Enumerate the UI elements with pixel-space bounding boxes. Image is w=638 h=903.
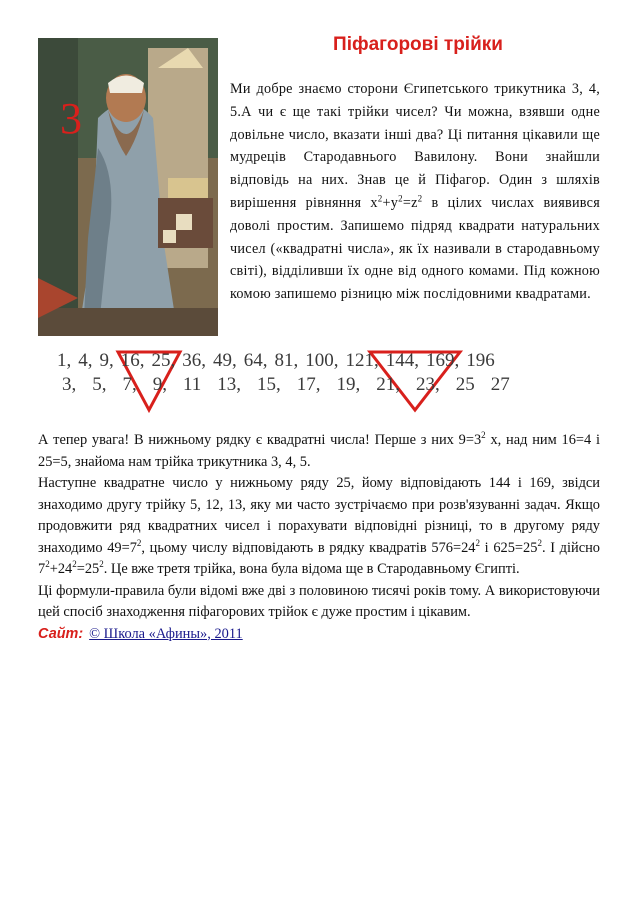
- differences-row: [62, 374, 526, 396]
- square-number: 9,: [99, 350, 114, 371]
- difference-number: 7,: [122, 374, 137, 395]
- paragraph-2: Наступне квадратне число у нижньому ряду 25, йому відповідають 144 і 169, звідси знаходимо другу трійку 5, 12, 13, яку ми часто зустрічаємо при розв'язуванні задач. Якщо продовжити ряд квадратних чисел і порахувати відповідні різниці, то в другому ряду знаходимо $49=7^2$, цьому числу відповідають в рядку квадратів $576=24^2$ і $625=25^2$. І дійсно $7^2+24^2=25^2$. Це вже третя трійка, вона була відома ще в Стародавньому Єгипті.: [38, 475, 600, 577]
- difference-number: 27: [490, 374, 510, 395]
- difference-number: 9,: [152, 374, 167, 395]
- difference-number: 17,: [296, 374, 321, 395]
- site-line: [38, 624, 600, 646]
- difference-number: 19,: [336, 374, 361, 395]
- difference-number: 25: [455, 374, 475, 395]
- difference-number: 5,: [92, 374, 107, 395]
- number-sequences: [40, 338, 600, 438]
- square-number: 25,: [151, 350, 176, 371]
- square-number: 100,: [305, 350, 339, 371]
- difference-number: 11: [183, 374, 202, 395]
- square-number: 16,: [120, 350, 145, 371]
- difference-number: 15,: [257, 374, 281, 395]
- main-text: [38, 430, 600, 645]
- intro-text: Ми добре знаємо сторони Єгипетського трикутника 3, 4, 5.А чи є ще такі трійки чисел? Чи можна, взявши одне довільне число, вказати інші два? Ці питання цікавили ще мудреців Стародавнього Вавилону. Вони знайшли відповідь на них. Знав це й Піфагор. Один з шляхів вирішення рівняння: [230, 81, 600, 211]
- intro-equation: $x^2+y^2=z^2$: [370, 193, 423, 211]
- difference-number: 21,: [376, 374, 401, 395]
- intro-text-end: в цілих числах виявився доволі простим. Запишемо підряд квадрати натуральних чисел («квадратні числа», як їх називали в стародавньому світі), відділивши їх одне від одного комами. Під кожною комою запишемо різницю між послідовними квадратами.: [230, 194, 600, 303]
- square-number: 4,: [78, 350, 93, 371]
- square-number: 144,: [385, 350, 419, 371]
- site-label: Сайт:: [38, 625, 84, 642]
- difference-number: 13,: [217, 374, 242, 395]
- difference-number: 3,: [62, 374, 77, 395]
- square-number: 196: [466, 350, 495, 371]
- site-link[interactable]: © Школа «Афины», 2011: [89, 625, 243, 642]
- square-number: 49,: [213, 350, 237, 371]
- page-title: Піфагорові трійки: [333, 34, 503, 55]
- square-number: 169,: [426, 350, 460, 371]
- paragraph-1: А тепер увага! В нижньому рядку є квадратні числа! Перше з них $9=3^2$ х, над ним 16=4 і 25=5, знайома нам трійка трикутника 3, 4, 5.: [38, 430, 600, 470]
- pythagoras-picture: [38, 38, 218, 336]
- difference-number: 23,: [416, 374, 440, 395]
- squares-row: [57, 350, 502, 372]
- intro-paragraph: [230, 78, 600, 306]
- pythagoras-illustration: [38, 38, 218, 336]
- illustration-number: 3: [60, 94, 82, 143]
- square-number: 36,: [182, 350, 206, 371]
- square-number: 1,: [57, 350, 72, 371]
- square-number: 81,: [274, 350, 299, 371]
- square-number: 64,: [243, 350, 268, 371]
- paragraph-3: Ці формули-правила були відомі вже дві з половиною тисячі років тому. А використовуючи цей спосіб знаходження піфагорових трійок є дуже простим і цікавим.: [38, 582, 600, 620]
- square-number: 121,: [345, 350, 379, 371]
